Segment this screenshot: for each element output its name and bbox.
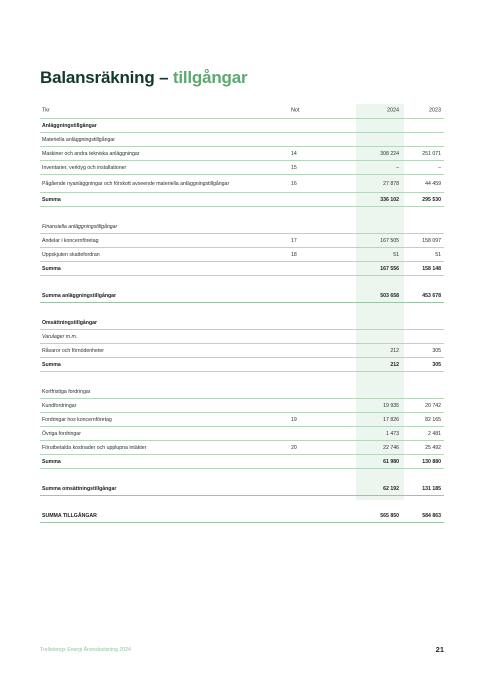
table-row bbox=[40, 482, 444, 496]
row-label: Inventarier, verktyg och installationer bbox=[42, 164, 127, 171]
row-value-2023: 131 185 bbox=[422, 485, 441, 492]
table-row bbox=[40, 262, 444, 276]
row-value-2023: 251 071 bbox=[422, 150, 441, 157]
row-value-2024: 565 850 bbox=[380, 512, 399, 519]
row-value-2024: 167 505 bbox=[380, 237, 399, 244]
row-value-2024: 61 980 bbox=[383, 458, 399, 465]
row-value-2023: – bbox=[438, 164, 441, 171]
row-value-2024: 27 878 bbox=[383, 180, 399, 187]
row-value-2024: 19 935 bbox=[383, 402, 399, 409]
row-value-2023: 295 530 bbox=[422, 196, 441, 203]
row-label: Kundfordringar bbox=[42, 402, 77, 409]
row-value-2023: 44 459 bbox=[425, 180, 441, 187]
table-row bbox=[40, 344, 444, 358]
header-label: Tkr bbox=[42, 107, 50, 114]
row-note: 19 bbox=[291, 416, 297, 423]
table-row bbox=[40, 133, 444, 147]
page-number: 21 bbox=[435, 645, 444, 654]
row-label: Materiella anläggningstillgångar bbox=[42, 136, 115, 143]
table-row bbox=[40, 316, 444, 330]
table-row bbox=[40, 175, 444, 193]
row-value-2023: 305 bbox=[432, 361, 441, 368]
row-value-2024: 62 192 bbox=[383, 485, 399, 492]
row-label: SUMMA TILLGÅNGAR bbox=[42, 512, 97, 519]
row-label: Finansiella anläggningstillgångar bbox=[42, 223, 118, 230]
table-spacer bbox=[40, 207, 444, 220]
row-label: Råvaror och förnödenheter bbox=[42, 347, 104, 354]
header-year-2024: 2024 bbox=[387, 107, 399, 114]
row-label: Omsättningstillgångar bbox=[42, 319, 98, 326]
row-value-2024: 212 bbox=[390, 361, 399, 368]
balance-sheet-table bbox=[40, 104, 444, 523]
row-note: 16 bbox=[291, 180, 297, 187]
row-value-2024: – bbox=[396, 164, 399, 171]
table-row bbox=[40, 413, 444, 427]
row-label: Övriga fordringar bbox=[42, 430, 81, 437]
table-row bbox=[40, 161, 444, 175]
row-value-2023: 584 863 bbox=[422, 512, 441, 519]
row-value-2023: 158 148 bbox=[422, 265, 441, 272]
table-row bbox=[40, 193, 444, 207]
table-row bbox=[40, 330, 444, 344]
row-note: 17 bbox=[291, 237, 297, 244]
row-label: Förutbetalda kostnader och upplupna intäkter bbox=[42, 444, 147, 451]
row-value-2023: 20 742 bbox=[425, 402, 441, 409]
table-row bbox=[40, 441, 444, 455]
row-label: Pågående nyanläggningar och förskott avseende materiella anläggningstillgångar bbox=[42, 180, 230, 187]
row-value-2024: 167 556 bbox=[380, 265, 399, 272]
table-header-row bbox=[40, 104, 444, 119]
row-label: Summa bbox=[42, 361, 61, 368]
table-row bbox=[40, 385, 444, 399]
row-label: Fordringar hos koncernföretag bbox=[42, 416, 112, 423]
table-row bbox=[40, 455, 444, 469]
table-row bbox=[40, 289, 444, 303]
row-value-2023: 130 880 bbox=[422, 458, 441, 465]
row-value-2023: 158 097 bbox=[422, 237, 441, 244]
row-value-2024: 51 bbox=[393, 251, 399, 258]
table-spacer bbox=[40, 469, 444, 482]
page-title bbox=[40, 68, 247, 88]
row-label: Summa omsättningstillgångar bbox=[42, 485, 117, 492]
row-note: 15 bbox=[291, 164, 297, 171]
row-label: Summa bbox=[42, 458, 61, 465]
header-note: Not bbox=[291, 107, 300, 114]
table-row bbox=[40, 427, 444, 441]
row-value-2024: 503 658 bbox=[380, 292, 399, 299]
footer-report-name: Trelleborgs Energi Årsredovisning 2024 bbox=[40, 647, 131, 653]
table-row bbox=[40, 220, 444, 234]
row-label: Summa anläggningstillgångar bbox=[42, 292, 117, 299]
header-year-2023: 2023 bbox=[429, 107, 441, 114]
row-value-2023: 305 bbox=[432, 347, 441, 354]
table-row bbox=[40, 248, 444, 262]
row-value-2024: 308 224 bbox=[380, 150, 399, 157]
table-row bbox=[40, 399, 444, 413]
table-row bbox=[40, 509, 444, 523]
table-spacer bbox=[40, 276, 444, 289]
row-label: Summa bbox=[42, 196, 61, 203]
row-value-2024: 17 826 bbox=[383, 416, 399, 423]
row-value-2023: 82 165 bbox=[425, 416, 441, 423]
row-label: Uppskjuten skattefordran bbox=[42, 251, 100, 258]
table-row bbox=[40, 119, 444, 133]
row-value-2024: 336 102 bbox=[380, 196, 399, 203]
title-accent: tillgångar bbox=[172, 68, 248, 87]
row-note: 14 bbox=[291, 150, 297, 157]
row-note: 18 bbox=[291, 251, 297, 258]
row-label: Anläggningstillgångar bbox=[42, 122, 97, 129]
title-main: Balansräkning – bbox=[40, 68, 169, 87]
row-label: Andelar i koncernföretag bbox=[42, 237, 99, 244]
table-row bbox=[40, 147, 444, 161]
row-value-2023: 25 492 bbox=[425, 444, 441, 451]
row-value-2024: 22 746 bbox=[383, 444, 399, 451]
row-label: Summa bbox=[42, 265, 61, 272]
row-value-2023: 453 678 bbox=[422, 292, 441, 299]
table-spacer bbox=[40, 372, 444, 385]
table-spacer bbox=[40, 496, 444, 509]
table-row bbox=[40, 358, 444, 372]
table-row bbox=[40, 234, 444, 248]
table-spacer bbox=[40, 303, 444, 316]
row-value-2024: 1 473 bbox=[386, 430, 399, 437]
row-note: 20 bbox=[291, 444, 297, 451]
row-value-2023: 2 481 bbox=[428, 430, 441, 437]
row-label: Kortfristiga fordringar bbox=[42, 388, 91, 395]
row-label: Maskiner och andra tekniska anläggningar bbox=[42, 150, 140, 157]
row-value-2024: 212 bbox=[390, 347, 399, 354]
row-label: Varulager m.m. bbox=[42, 333, 78, 340]
row-value-2023: 51 bbox=[435, 251, 441, 258]
